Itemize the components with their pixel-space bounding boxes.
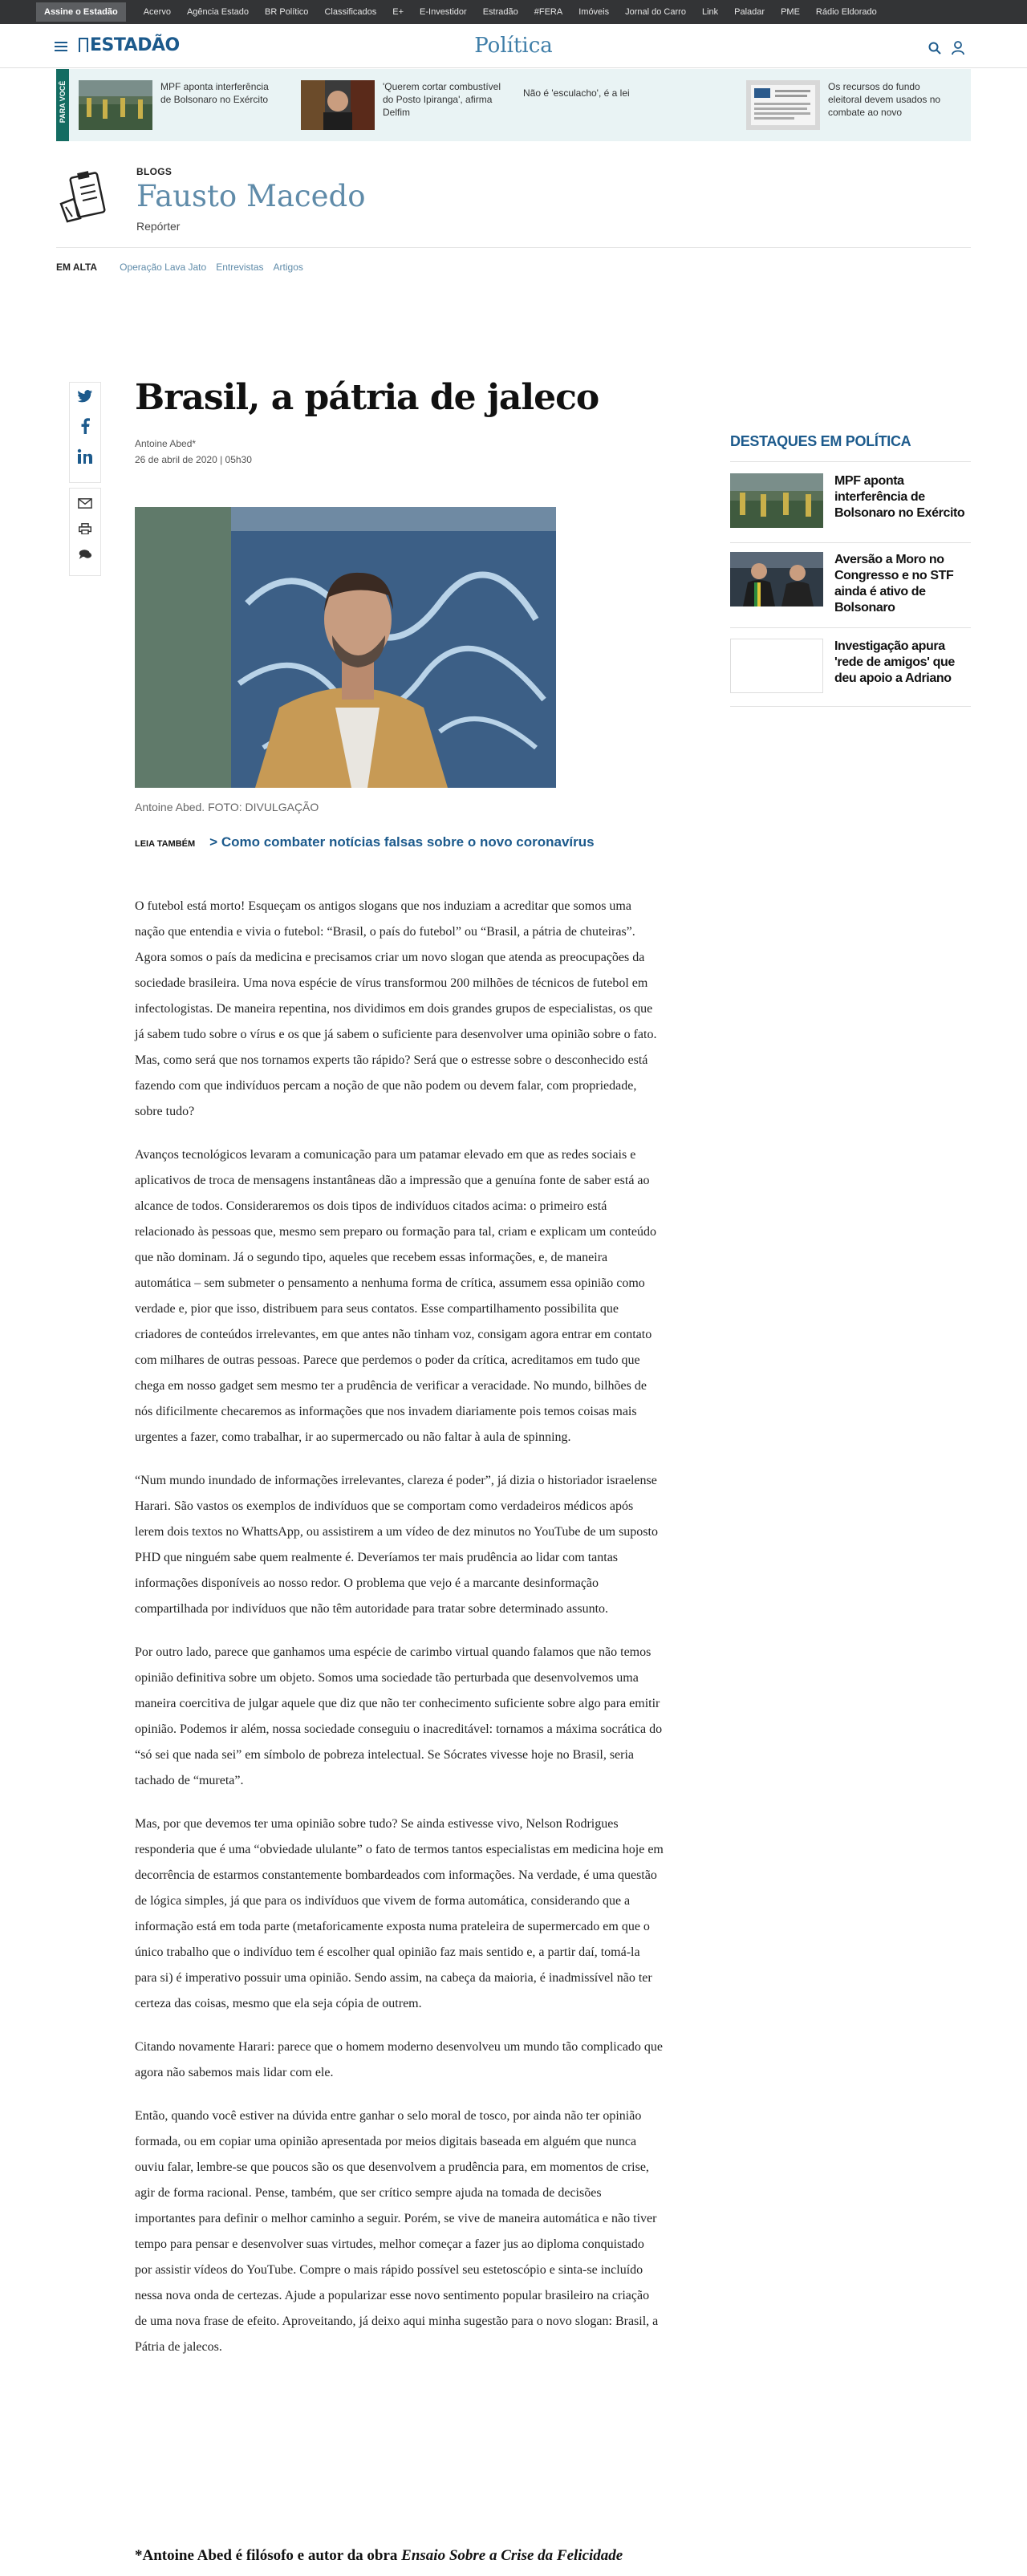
network-link-acervo[interactable]: Acervo <box>143 7 171 17</box>
para-voce-headline: Não é 'esculacho', é a lei <box>523 87 630 99</box>
para-voce-headline: MPF aponta interferência de Bolsonaro no Exército <box>160 81 269 105</box>
network-link-pme[interactable]: PME <box>781 7 800 17</box>
trending-link-entrevistas[interactable]: Entrevistas <box>216 262 264 273</box>
email-icon[interactable] <box>76 498 94 509</box>
article-paragraph: Então, quando você estiver na dúvida entre ganhar o selo moral de tosco, por ainda não ter opinião formada, ou em copiar uma opinião apresentada por meios digitais baseada em alguém que nunca ouviu falar, lembre-se que poucos são os que desenvolvem a prudência para, em momentos de crise, agir de forma racional. Pense, também, que ser crítico sempre ajuda na tomada de decisões importantes para definir o melhor caminho a seguir. Porém, se vive de maneira automática e não tiver tempo para pensar e desenvolver suas virtudes, melhor começar a fazer jus ao diploma conquistado por assistir vídeos do YouTube. Compre o mais rápido possível seu estetoscópio e sinta-se incluído nessa nova onda de certezas. Ajude a popularizar esse novo sentimento popular brasileiro na criação de uma nova frase de efeito. Aproveitando, já deixo aqui minha sugestão para o novo slogan: Brasil, a Pátria de jalecos. <box>135 2109 659 2354</box>
delfim-portrait-thumbnail <box>301 80 375 130</box>
network-link-emais[interactable]: E+ <box>392 7 404 17</box>
sidebar-title[interactable]: DESTAQUES EM POLÍTICA <box>730 433 911 449</box>
article-paragraph: Por outro lado, parece que ganhamos uma espécie de carimbo virtual quando falamos que não temos opinião definitiva sobre um objeto. Somos uma sociedade tão perturbada que desenvolvemos uma maneira coercitiva de julgar aquele que diz que não ter conhecimento suficiente sobre algo para emitir opinião. Podemos ir além, nossa sociedade conseguiu o inacreditável: tornamos a máxima socrática do “só sei que nada sei” em símbolo de pobreza intelectual. Se Sócrates vivesse hoje no Brasil, seria tachado de “mureta”. <box>135 1645 663 1787</box>
para-voce-strip <box>56 69 971 141</box>
share-bar <box>69 382 101 576</box>
sidebar-headline: MPF aponta interferência de Bolsonaro no Exército <box>834 474 965 520</box>
article-body <box>135 894 664 2378</box>
bolsonaro-moro-thumbnail <box>730 552 823 606</box>
divider <box>730 461 971 462</box>
read-also-link[interactable]: > Como combater notícias falsas sobre o novo coronavírus <box>209 834 595 850</box>
site-header <box>0 24 1027 68</box>
print-icon[interactable] <box>77 523 93 535</box>
para-voce-headline: 'Querem cortar combustível do Posto Ipiranga', afirma Delfim <box>383 81 501 118</box>
para-voce-tag <box>56 69 69 141</box>
facebook-icon[interactable] <box>80 418 90 434</box>
para-voce-label: PARA VOCÊ <box>59 80 67 124</box>
network-link-imoveis[interactable]: Imóveis <box>578 7 610 17</box>
network-link-brpolitico[interactable]: BR Político <box>265 7 309 17</box>
para-voce-item[interactable] <box>79 80 281 130</box>
blog-kicker[interactable]: BLOGS <box>136 166 173 177</box>
read-also-label: LEIA TAMBÉM <box>135 839 196 849</box>
sidebar-item[interactable] <box>730 552 971 616</box>
network-link-radio[interactable]: Rádio Eldorado <box>815 7 877 17</box>
search-icon[interactable] <box>928 42 941 55</box>
soldiers-thumbnail <box>79 80 152 130</box>
author-footnote <box>135 2547 623 2565</box>
read-also <box>135 834 595 850</box>
article-paragraph: Mas, por que devemos ter uma opinião sobre tudo? Se ainda estivesse vivo, Nelson Rodrigues responderia que é uma “obviedade ululante” o fato de termos tantos especialistas em medicina hoje em decorrência de estarmos constantemente bombardeados com informações. Na verdade, é uma questão de lógica simples, já que para os indivíduos que vivem de forma automática, considerando que a informação está em toda parte (metaforicamente exposta numa prateleira de supermercado em que o único trabalho que o indivíduo tem é escolher qual opinião faz mais sentido e, a partir daí, tomá-la para si) é imperativo possuir uma opinião. Sendo assim, na cabeça da maioria, é inadmissível não ter certeza das coisas, mesmo que ela seja cópia de outrem. <box>135 1817 664 2010</box>
divider <box>730 627 971 628</box>
footnote-book-title: Ensaio Sobre a Crise da Felicidade <box>401 2547 623 2564</box>
para-voce-item[interactable] <box>523 87 700 99</box>
article-paragraph: O futebol está morto! Esqueçam os antigos slogans que nos induziam a acreditar que somos uma nação que entendia e vivia o futebol: “Brasil, o país do futebol” ou “Brasil, a pátria de chuteiras”. Agora somos o país da medicina e precisamos criar um novo slogan que atenda as preocupações da sociedade brasileira. Uma nova espécie de vírus transformou 200 milhões de técnicos de futebol em infectologistas. De maneira repentina, nos dividimos em dois grandes grupos de especialistas, os que já sabem tudo sobre o vírus e os que já sabem o suficiente para desenvolver uma opinião sobre o fato. Mas, como será que nos tornamos experts tão rápido? Será que o estresse sobre o desconhecido está fazendo com que indivíduos percam a noção de que não podem ou devem falar, com propriedade, sobre tudo? <box>135 899 657 1118</box>
network-link-estradao[interactable]: Estradão <box>482 7 518 17</box>
logo-text: ESTADÃO <box>90 35 180 55</box>
article-title: Brasil, a pátria de jaleco <box>135 377 599 418</box>
para-voce-item[interactable] <box>301 80 503 130</box>
sidebar-item[interactable] <box>730 639 971 693</box>
photo-caption: Antoine Abed. FOTO: DIVULGAÇÃO <box>135 801 319 813</box>
article-author: Antoine Abed* <box>135 438 197 449</box>
para-voce-headline: Os recursos do fundo eleitoral devem usados no combate ao novo <box>828 81 941 118</box>
trending-bar <box>56 262 313 273</box>
network-link-agencia[interactable]: Agência Estado <box>186 7 250 17</box>
blog-clipboard-icon <box>56 168 112 225</box>
blank-thumbnail <box>730 639 823 693</box>
divider <box>56 247 971 248</box>
subscribe-button[interactable]: Assine o Estadão <box>36 2 126 22</box>
para-voce-item[interactable] <box>746 80 948 130</box>
social-share-group <box>69 382 101 483</box>
trending-link-lava-jato[interactable]: Operação Lava Jato <box>120 262 207 273</box>
document-thumbnail <box>746 80 820 130</box>
trending-link-artigos[interactable]: Artigos <box>273 262 303 273</box>
sidebar-headline: Investigação apura 'rede de amigos' que deu apoio a Adriano <box>834 639 955 685</box>
trending-label: EM ALTA <box>56 262 98 273</box>
sidebar-item[interactable] <box>730 473 971 528</box>
soldiers-thumbnail <box>730 473 823 528</box>
blog-role: Repórter <box>136 220 181 233</box>
article-paragraph: Citando novamente Harari: parece que o homem moderno desenvolveu um mundo tão complicado que agora não sabemos mais lidar com ele. <box>135 2040 664 2079</box>
article-date: 26 de abril de 2020 | 05h30 <box>135 454 252 465</box>
network-link-einvestidor[interactable]: E-Investidor <box>420 7 467 17</box>
utility-share-group <box>69 488 101 576</box>
footnote-lead: *Antoine Abed é filósofo e autor da obra <box>135 2547 402 2564</box>
article-paragraph: “Num mundo inundado de informações irrelevantes, clareza é poder”, já dizia o historiador israelense Harari. São vastos os exemplos de indivíduos que se comportam como verdadeiros médicos após lerem dois textos no WhattsApp, ou assistirem a um vídeo de dez minutos no YouTube de um suposto PHD que ninguém sabe quem realmente é. Deveríamos ter mais prudência ao lidar com tantas informações disponíveis ao nosso redor. O problema que vejo é a marcante desinformação compartilhada por indivíduos que não têm autoridade para tratar sobre determinado assunto. <box>135 1474 658 1616</box>
network-links <box>136 7 885 17</box>
author-photo <box>135 507 556 788</box>
network-link-jornaldocarro[interactable]: Jornal do Carro <box>625 7 686 17</box>
network-link-fera[interactable]: #FERA <box>534 7 563 17</box>
top-bar <box>0 0 1027 24</box>
network-link-classificados[interactable]: Classificados <box>324 7 377 17</box>
user-account-icon[interactable] <box>952 41 964 55</box>
divider <box>730 706 971 707</box>
comment-icon[interactable] <box>76 549 94 561</box>
network-link-paladar[interactable]: Paladar <box>734 7 765 17</box>
sidebar-headline: Aversão a Moro no Congresso e no STF ainda é ativo de Bolsonaro <box>834 553 954 615</box>
section-title[interactable]: Política <box>474 34 553 58</box>
network-link-link[interactable]: Link <box>701 7 719 17</box>
linkedin-icon[interactable] <box>77 448 93 464</box>
twitter-icon[interactable] <box>77 389 93 404</box>
article-paragraph: Avanços tecnológicos levaram a comunicação para um patamar elevado em que as redes sociais e aplicativos de troca de mensagens instantâneas dão a impressão que a genuína fonte de saber está ao alcance de todos. Consideraremos os dois tipos de indivíduos citados acima: o primeiro está relacionado às pessoas que, mesmo sem preparo ou formação para tal, criam e explicam um conteúdo que não dominam. Já o segundo tipo, aqueles que recebem essas informações, e, de maneira automática – sem submeter o pensamento a nenhuma forma de crítica, assumem essa opinião como verdade e, pior que isso, distribuem para seus contatos. Esse compartilhamento possibilita que criadores de conteúdos irrelevantes, em que antes não tinham voz, consigam agora entrar em contato com milhares de outras pessoas. Parece que perdemos o poder da crítica, acreditamos em tudo que chega em nosso gadget sem mesmo ter a prudência de verificar a veracidade. No mundo, bilhões de nós dificilmente checaremos as informações que nos invadem diariamente pois temos coisas mais urgentes a fazer, como trabalhar, ir ao supermercado ou não faltar à aula de spinning. <box>135 1148 656 1444</box>
blog-name[interactable]: Fausto Macedo <box>136 179 366 213</box>
divider <box>730 542 971 543</box>
